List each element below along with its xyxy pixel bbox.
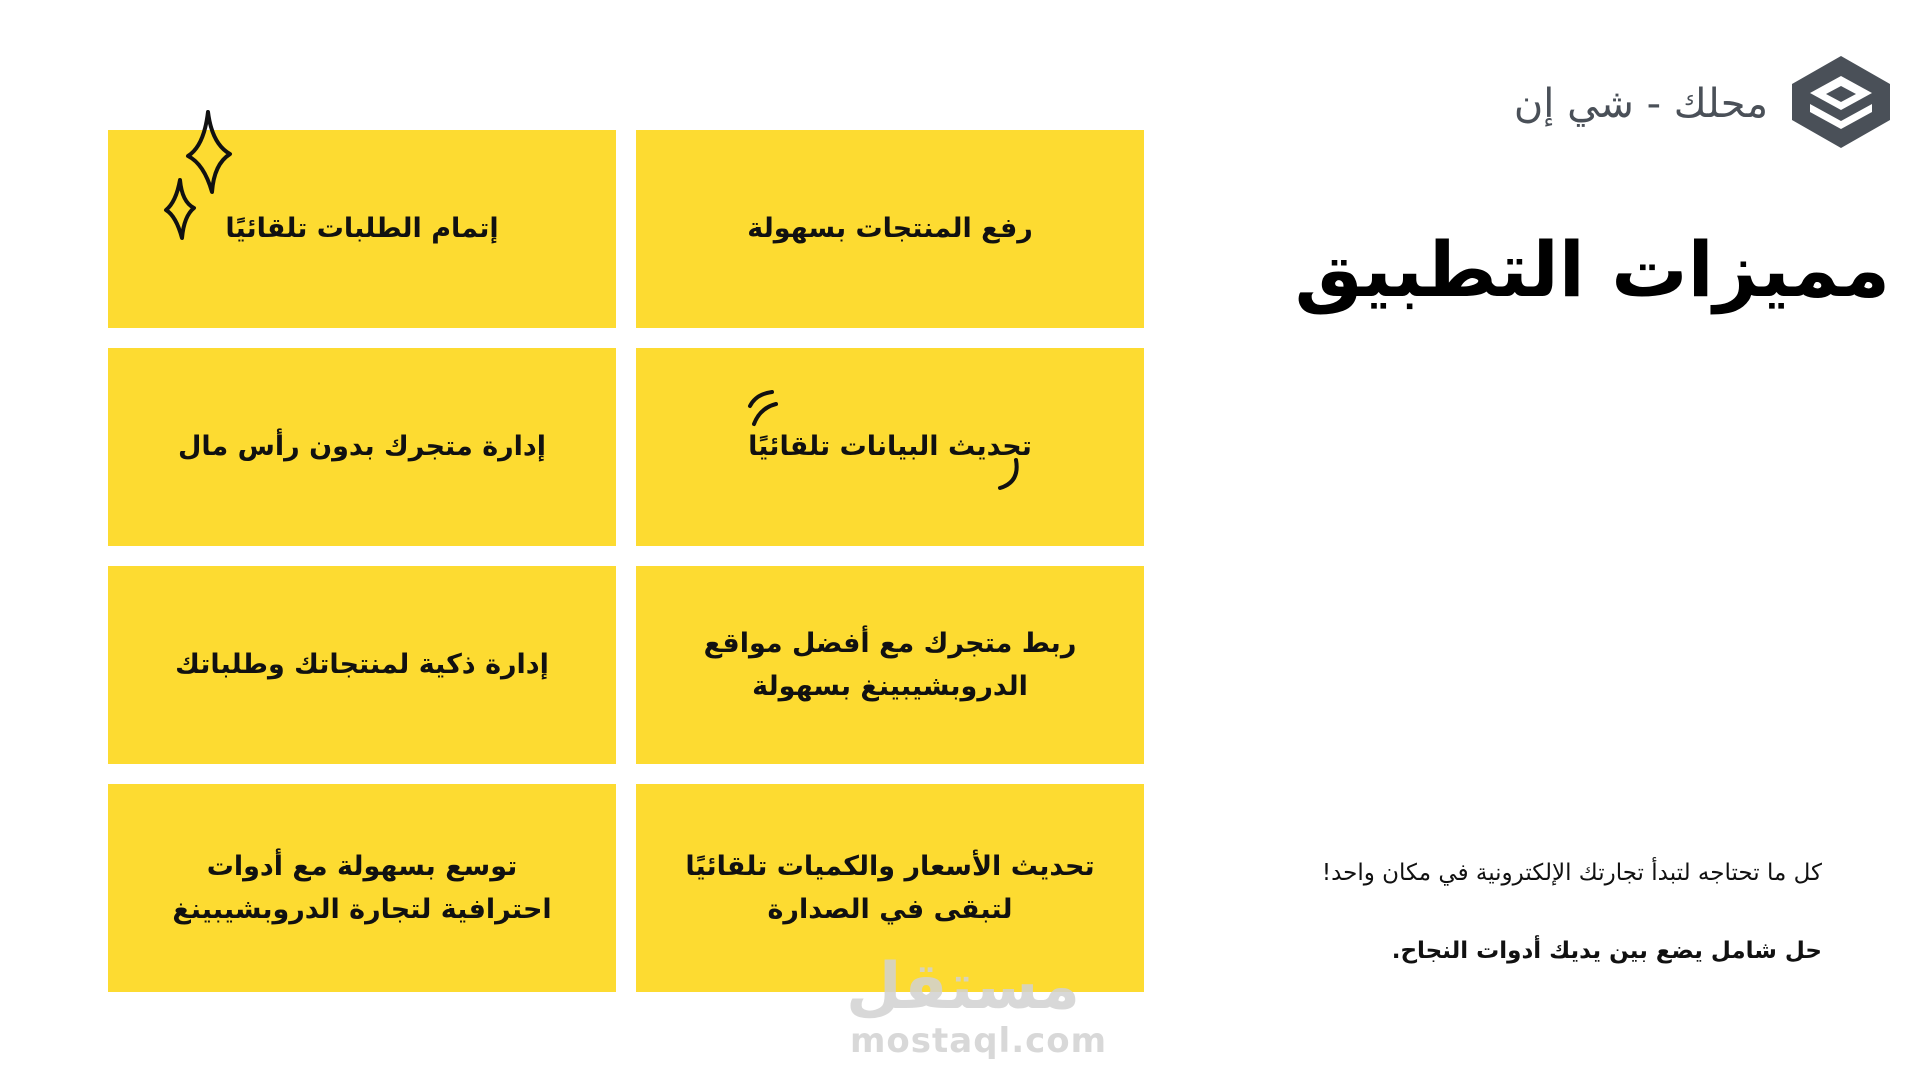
subline: حل شامل يضع بين يديك أدوات النجاح. [1391,938,1822,964]
feature-label: توسع بسهولة مع أدوات احترافية لتجارة الدروبشيبينغ [172,850,552,925]
feature-card-connect-dropshipping [636,566,1144,764]
squiggle-icon [746,390,798,428]
brand-name: محلك - شي إن [1513,81,1768,127]
feature-card-complete-orders [108,130,616,328]
feature-label: تحديث الأسعار والكميات تلقائيًا لتبقى في الصدارة [685,850,1095,925]
watermark [845,950,1108,1061]
sparkle-icon [156,110,248,250]
watermark-latin: mostaql.com [850,1021,1108,1061]
page-title: مميزات التطبيق [1294,225,1890,314]
feature-card-auto-update-data [636,348,1144,546]
feature-card-upload-products [636,130,1144,328]
cube-logo-icon [1786,52,1896,152]
features-grid [108,130,1144,992]
feature-card-scale-easily [108,784,616,992]
feature-label: تحديث البيانات تلقائيًا [748,431,1032,463]
feature-label: إتمام الطلبات تلقائيًا [225,213,499,245]
feature-card-no-capital [108,348,616,546]
watermark-arabic: مستقل [845,950,1080,1024]
feature-label: ربط متجرك مع أفضل مواقع الدروبشيبينغ بسهولة [703,627,1077,702]
brand-header [1514,52,1896,152]
tagline: كل ما تحتاجه لتبدأ تجارتك الإلكترونية في مكان واحد! [1321,860,1822,886]
feature-label: رفع المنتجات بسهولة [747,213,1033,245]
feature-card-smart-management [108,566,616,764]
feature-label: إدارة متجرك بدون رأس مال [177,431,547,463]
feature-label: إدارة ذكية لمنتجاتك وطلباتك [175,649,549,681]
